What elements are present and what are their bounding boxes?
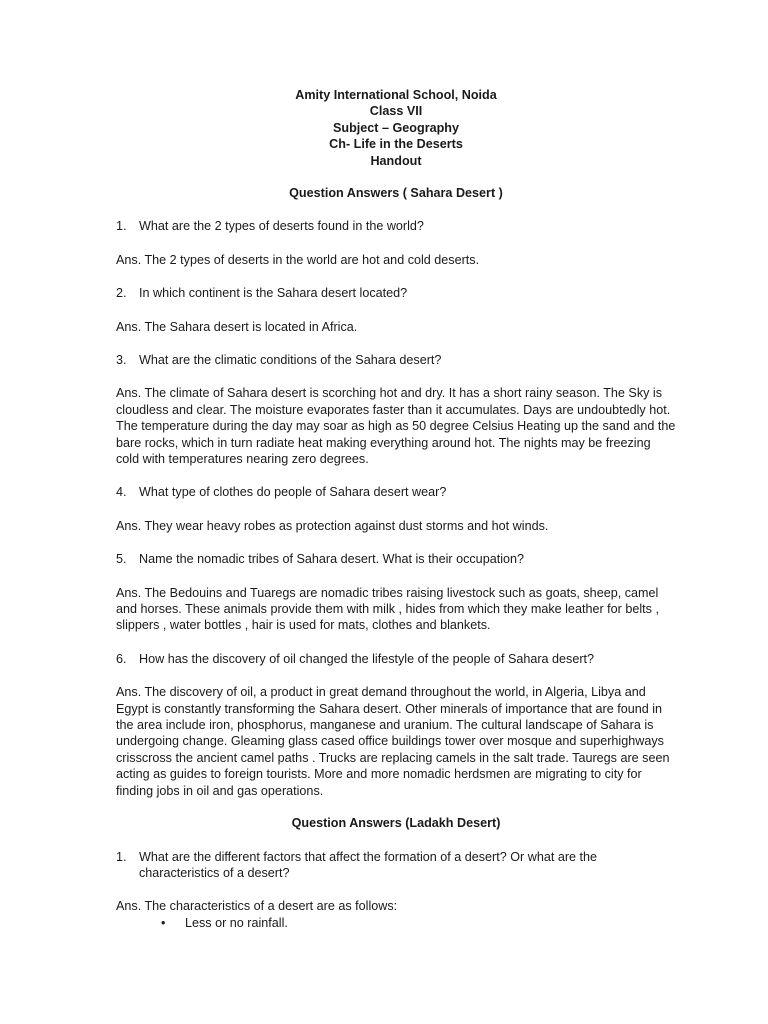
answer-text: Ans. The 2 types of deserts in the world are hot and cold deserts. — [116, 252, 480, 267]
question-item — [116, 285, 676, 301]
question-item — [116, 218, 676, 234]
answer-text: Ans. The Sahara desert is located in Africa. — [116, 319, 358, 334]
list-item — [116, 915, 676, 931]
document-header — [116, 87, 676, 169]
question-text: How has the discovery of oil changed the lifestyle of the people of Sahara desert? — [139, 651, 595, 666]
question-text: What are the different factors that affect the formation of a desert? Or what are the characteristics of a desert? — [139, 849, 598, 880]
question-number: 1. — [116, 219, 127, 234]
question-number: 4. — [116, 485, 127, 500]
question-text: In which continent is the Sahara desert located? — [139, 286, 408, 301]
question-item — [116, 352, 676, 368]
question-number: 2. — [116, 286, 127, 301]
question-text: What are the climatic conditions of the Sahara desert? — [139, 352, 442, 367]
question-text: Name the nomadic tribes of Sahara desert. What is their occupation? — [139, 552, 525, 567]
answer-text: Ans. The climate of Sahara desert is scorching hot and dry. It has a short rainy season. The Sky is cloudless and clear. The moisture evaporates faster than it accumulates. Days are undoubtedly hot. The temperature during the day may soar as high as 50 degree Celsius Heating up the sand and the bare rocks, which in turn radiate heat making everything around hot. The nights may be freezing cold with temperatures nearing zero degrees. — [116, 386, 676, 467]
question-number: 1. — [116, 849, 127, 864]
question-item — [116, 551, 676, 567]
question-text: What are the 2 types of deserts found in the world? — [139, 219, 424, 234]
class-label: Class VII — [369, 104, 423, 119]
answer-text: Ans. The characteristics of a desert are as follows: — [116, 899, 398, 914]
subject-label: Subject – Geography — [333, 120, 459, 135]
chapter-label: Ch- Life in the Deserts — [329, 137, 463, 152]
question-item — [116, 484, 676, 500]
document-page — [116, 87, 676, 931]
answer-text: Ans. They wear heavy robes as protection against dust storms and hot winds. — [116, 518, 549, 533]
question-item — [116, 651, 676, 667]
bullet-list — [116, 915, 676, 931]
bullet-icon: • — [161, 915, 166, 930]
question-number: 3. — [116, 352, 127, 367]
question-number: 6. — [116, 651, 127, 666]
answer-text: Ans. The Bedouins and Tuaregs are nomadic tribes raising livestock such as goats, sheep, camel and horses. These animals provide them with milk , hides from which they make leather for belts , slippers , water bottles , hair is used for mats, clothes and blankets. — [116, 585, 659, 633]
handout-label: Handout — [370, 153, 422, 168]
ladakh-section-title: Question Answers (Ladakh Desert) — [291, 816, 501, 831]
bullet-text: Less or no rainfall. — [185, 915, 288, 930]
sahara-section-title: Question Answers ( Sahara Desert ) — [289, 185, 503, 200]
question-number: 5. — [116, 552, 127, 567]
question-item — [116, 849, 676, 882]
answer-text: Ans. The discovery of oil, a product in great demand throughout the world, in Algeria, Libya and Egypt is constantly transforming the Sahara desert. Other minerals of importance that are found in the area include iron, phosphorus, manganese and uranium. The cultural landscape of Sahara is undergoing change. Gleaming glass cased office buildings tower over mosque and superhighways crisscross the ancient camel paths . Trucks are replacing camels in the salt trade. Tauregs are seen acting as guides to foreign tourists. More and more nomadic herdsmen are migrating to city for finding jobs in oil and gas operations. — [116, 685, 670, 798]
school-name: Amity International School, Noida — [295, 88, 497, 102]
question-text: What type of clothes do people of Sahara desert wear? — [139, 485, 447, 500]
